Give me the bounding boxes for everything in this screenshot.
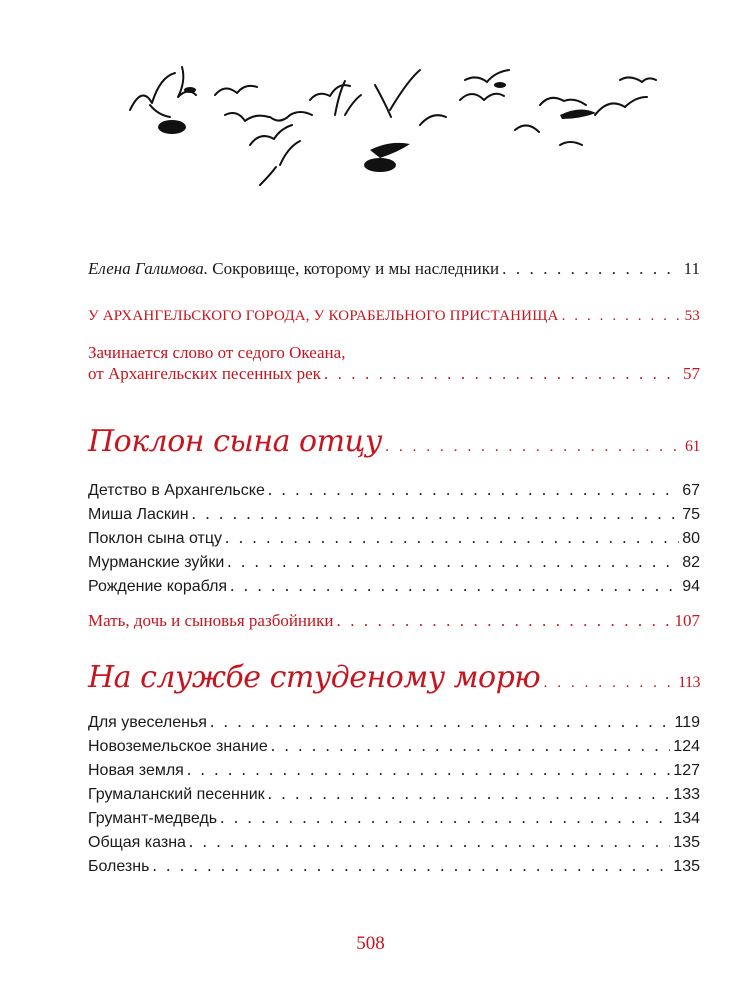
- page-ref: 134: [673, 810, 700, 827]
- page-number: 508: [356, 933, 385, 954]
- section-title-line2: от Архангельских песенных рек: [88, 364, 321, 383]
- page-ref: 135: [673, 858, 700, 875]
- leader-dots: [337, 611, 672, 631]
- toc-entry-intro[interactable]: [88, 259, 700, 279]
- toc-entry[interactable]: [88, 784, 700, 805]
- leader-dots: [187, 760, 670, 780]
- toc-chapter-2[interactable]: [88, 660, 700, 701]
- page-ref: 113: [678, 674, 700, 691]
- entry-title: Грумант-медведь: [88, 810, 218, 827]
- chapter-title: На службе студеному морю: [88, 660, 541, 695]
- seagulls-illustration: [120, 55, 680, 205]
- leader-dots: [210, 712, 672, 732]
- leader-dots: [543, 665, 675, 701]
- toc-chapter-1[interactable]: [88, 424, 700, 465]
- page-ref: 53: [684, 308, 700, 324]
- subsection-title: Мать, дочь и сыновья разбойники: [88, 611, 334, 630]
- entry-title: Новая земля: [88, 762, 184, 779]
- toc-entry[interactable]: [88, 808, 700, 829]
- page-ref: 119: [674, 714, 700, 731]
- page-ref: 61: [685, 438, 700, 455]
- toc-entry[interactable]: [88, 760, 700, 781]
- page-ref: 135: [673, 834, 700, 851]
- page-ref: 94: [682, 578, 700, 595]
- page-ref: 67: [682, 482, 700, 499]
- chapter-title: Поклон сына отцу: [88, 424, 382, 459]
- intro-author: Елена Галимова.: [88, 259, 208, 278]
- page-ref: 82: [682, 554, 700, 571]
- leader-dots: [268, 480, 679, 500]
- toc-entry[interactable]: [88, 712, 700, 733]
- page-ref: 11: [683, 259, 700, 278]
- section-title: У АРХАНГЕЛЬСКОГО ГОРОДА, У КОРАБЕЛЬНОГО ПРИСТАНИЩА: [88, 308, 559, 324]
- toc-entry[interactable]: [88, 576, 700, 597]
- toc-section-ocean[interactable]: [88, 342, 700, 384]
- toc-entry[interactable]: [88, 736, 700, 757]
- entry-title: Мурманские зуйки: [88, 554, 225, 571]
- leader-dots: [227, 552, 679, 572]
- leader-dots: [152, 856, 670, 876]
- leader-dots: [268, 784, 671, 804]
- leader-dots: [192, 504, 680, 524]
- leader-dots: [225, 528, 679, 548]
- entry-title: Для увеселенья: [88, 714, 207, 731]
- toc-section-arkhangelsk[interactable]: [88, 306, 700, 326]
- leader-dots: [385, 429, 682, 465]
- leader-dots: [220, 808, 670, 828]
- entry-title: Рождение корабля: [88, 578, 228, 595]
- entry-title: Детство в Архангельске: [88, 482, 265, 499]
- entry-title: Болезнь: [88, 858, 150, 875]
- entry-title: Миша Ласкин: [88, 506, 189, 523]
- page-ref: 133: [673, 786, 700, 803]
- page-ref: 57: [683, 364, 700, 383]
- leader-dots: [324, 364, 680, 384]
- toc-entry[interactable]: [88, 480, 700, 501]
- section-title-line1: Зачинается слово от седого Океана,: [88, 343, 346, 362]
- page-ref: 127: [673, 762, 700, 779]
- leader-dots: [271, 736, 671, 756]
- entry-title: Поклон сына отцу: [88, 530, 222, 547]
- leader-dots: [502, 259, 680, 279]
- toc-subsection[interactable]: [88, 611, 700, 631]
- page-ref: 124: [673, 738, 700, 755]
- toc-entry[interactable]: [88, 832, 700, 853]
- page-ref: 75: [682, 506, 700, 523]
- toc-entry[interactable]: [88, 528, 700, 549]
- toc-entry[interactable]: [88, 856, 700, 877]
- intro-title: Сокровище, которому и мы наследники: [212, 259, 500, 278]
- leader-dots: [189, 832, 670, 852]
- leader-dots: [562, 306, 682, 326]
- toc-entry[interactable]: [88, 552, 700, 573]
- page-ref: 80: [682, 530, 700, 547]
- toc-entry[interactable]: [88, 504, 700, 525]
- leader-dots: [230, 576, 679, 596]
- entry-title: Грумаланский песенник: [88, 786, 265, 803]
- entry-title: Новоземельское знание: [88, 738, 268, 755]
- page-ref: 107: [674, 611, 700, 630]
- entry-title: Общая казна: [88, 834, 186, 851]
